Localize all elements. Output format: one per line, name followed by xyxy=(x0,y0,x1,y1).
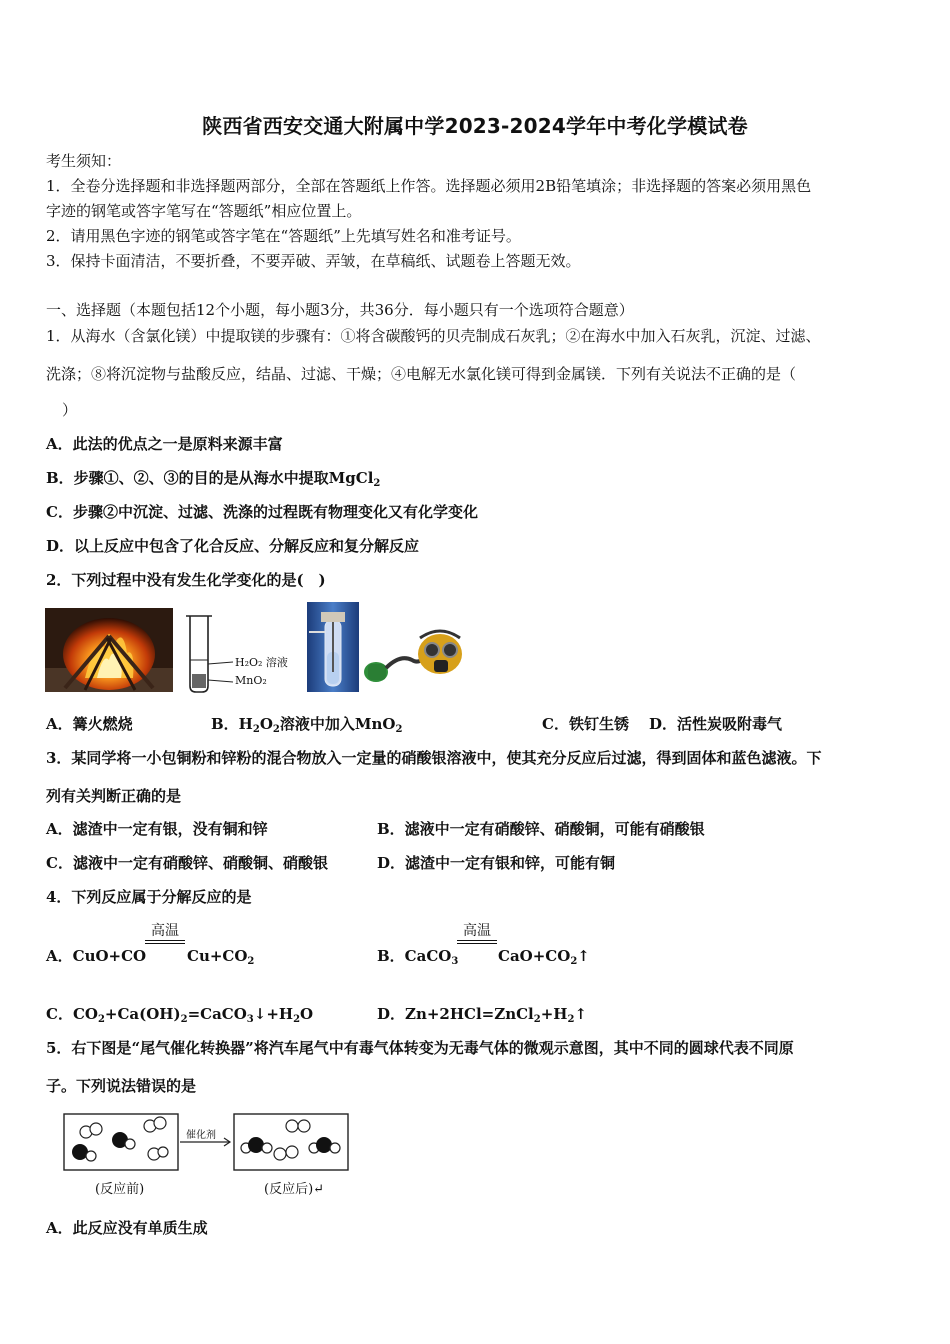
q4-option-d: D．$Zn+2HCl=ZnCl_2+H_2↑$ xyxy=(377,1005,588,1025)
h2o2-label: H₂O₂ 溶液 xyxy=(235,656,288,669)
q4-option-a-condition: 高温 xyxy=(151,923,179,939)
q2-option-b: B．$H_2O_2$溶液中加入MnO$_2$ xyxy=(211,715,403,735)
gas-mask-image xyxy=(360,624,470,686)
q4-option-b-equals-top xyxy=(457,940,497,941)
q4-option-b-condition: 高温 xyxy=(463,923,491,939)
catalyst-label: 催化剂 xyxy=(186,1130,216,1141)
q3-option-d: D．滤渣中一定有银和锌，可能有铜 xyxy=(377,854,616,872)
q2-stem: 2．下列过程中没有发生化学变化的是( ) xyxy=(46,571,326,589)
page-title: 陕西省西安交通大附属中学2023-2024学年中考化学模试卷 xyxy=(202,114,748,138)
q3-option-b: B．滤液中一定有硝酸锌、硝酸铜，可能有硝酸银 xyxy=(377,820,705,838)
iron-nail-tube-image xyxy=(307,602,359,692)
q4-option-a-equals-top xyxy=(145,940,185,941)
bonfire-image xyxy=(45,608,173,692)
before-reaction-label: (反应前) xyxy=(95,1182,145,1197)
q5-stem-line-1: 5．右下图是“尾气催化转换器”将汽车尾气中有毒气体转变为无毒气体的微观示意图，其中不同的圆球代表不同原 xyxy=(46,1039,794,1057)
q4-option-b-reactants: B．CaCO$_3$ xyxy=(377,947,459,967)
q4-option-c: C．$CO_2+Ca(OH)_2=CaCO_3↓+H_2O$ xyxy=(46,1005,314,1025)
q1-stem-line-1: 1．从海水（含氯化镁）中提取镁的步骤有：①将含碳酸钙的贝壳制成石灰乳；②在海水中加入石灰乳，沉淀、过滤、 xyxy=(46,327,821,345)
q4-option-b-products: $CaO+CO_2↑$ xyxy=(498,947,590,967)
q5-stem-line-2: 子。下列说法错误的是 xyxy=(46,1077,197,1095)
section-heading: 一、选择题（本题包括12个小题，每小题3分，共36分．每小题只有一个选项符合题意） xyxy=(46,301,634,319)
q3-option-c: C．滤液中一定有硝酸锌、硝酸铜、硝酸银 xyxy=(46,854,328,872)
q3-stem-line-1: 3．某同学将一小包铜粉和锌粉的混合物放入一定量的硝酸银溶液中，使其充分反应后过滤，得到固体和蓝色滤液。下 xyxy=(46,749,822,767)
q2-option-d: D．活性炭吸附毒气 xyxy=(649,715,783,733)
catalytic-converter-diagram xyxy=(62,1112,354,1172)
notice-item-1-line-1: 1．全卷分选择题和非选择题两部分，全部在答题纸上作答。选择题必须用2B铅笔填涂；非选择题的答案必须用黑色 xyxy=(46,177,812,195)
q2-option-a: A．篝火燃烧 xyxy=(46,715,133,733)
mno2-label: MnO₂ xyxy=(235,674,267,687)
notice-item-3: 3．保持卡面清洁，不要折叠，不要弄破、弄皱，在草稿纸、试题卷上答题无效。 xyxy=(46,252,581,270)
q4-option-a-products: $Cu+CO_2$ xyxy=(187,947,255,967)
q1-option-c: C．步骤②中沉淀、过滤、洗涤的过程既有物理变化又有化学变化 xyxy=(46,503,478,521)
q1-option-b: B．步骤①、②、③的目的是从海水中提取MgCl$_2$ xyxy=(46,469,381,489)
notice-heading: 考生须知： xyxy=(46,152,122,170)
q4-stem: 4．下列反应属于分解反应的是 xyxy=(46,888,252,906)
q2-option-c: C．铁钉生锈 xyxy=(542,715,629,733)
q3-option-a: A．滤渣中一定有银，没有铜和锌 xyxy=(46,820,268,838)
test-tube-diagram xyxy=(185,612,300,694)
notice-item-2: 2．请用黑色字迹的钢笔或答字笔在“答题纸”上先填写姓名和准考证号。 xyxy=(46,227,521,245)
q4-option-a-equals-bottom xyxy=(145,943,185,944)
q1-option-a: A．此法的优点之一是原料来源丰富 xyxy=(46,435,283,453)
q5-option-a: A．此反应没有单质生成 xyxy=(46,1219,208,1237)
after-reaction-label: (反应后)↵ xyxy=(264,1182,325,1197)
q4-option-a-reactants: A．CuO+CO xyxy=(46,947,147,965)
q3-stem-line-2: 列有关判断正确的是 xyxy=(46,787,182,805)
q1-stem-line-2: 洗涤；⑧将沉淀物与盐酸反应，结晶、过滤、干燥；④电解无水氯化镁可得到金属镁．下列有关说法不正确的是（ xyxy=(46,365,797,383)
notice-item-1-line-2: 字迹的钢笔或答字笔写在“答题纸”相应位置上。 xyxy=(46,202,362,220)
q4-option-b-equals-bottom xyxy=(457,943,497,944)
q1-option-d: D．以上反应中包含了化合反应、分解反应和复分解反应 xyxy=(46,537,420,555)
q1-stem-line-3: ） xyxy=(62,401,78,419)
